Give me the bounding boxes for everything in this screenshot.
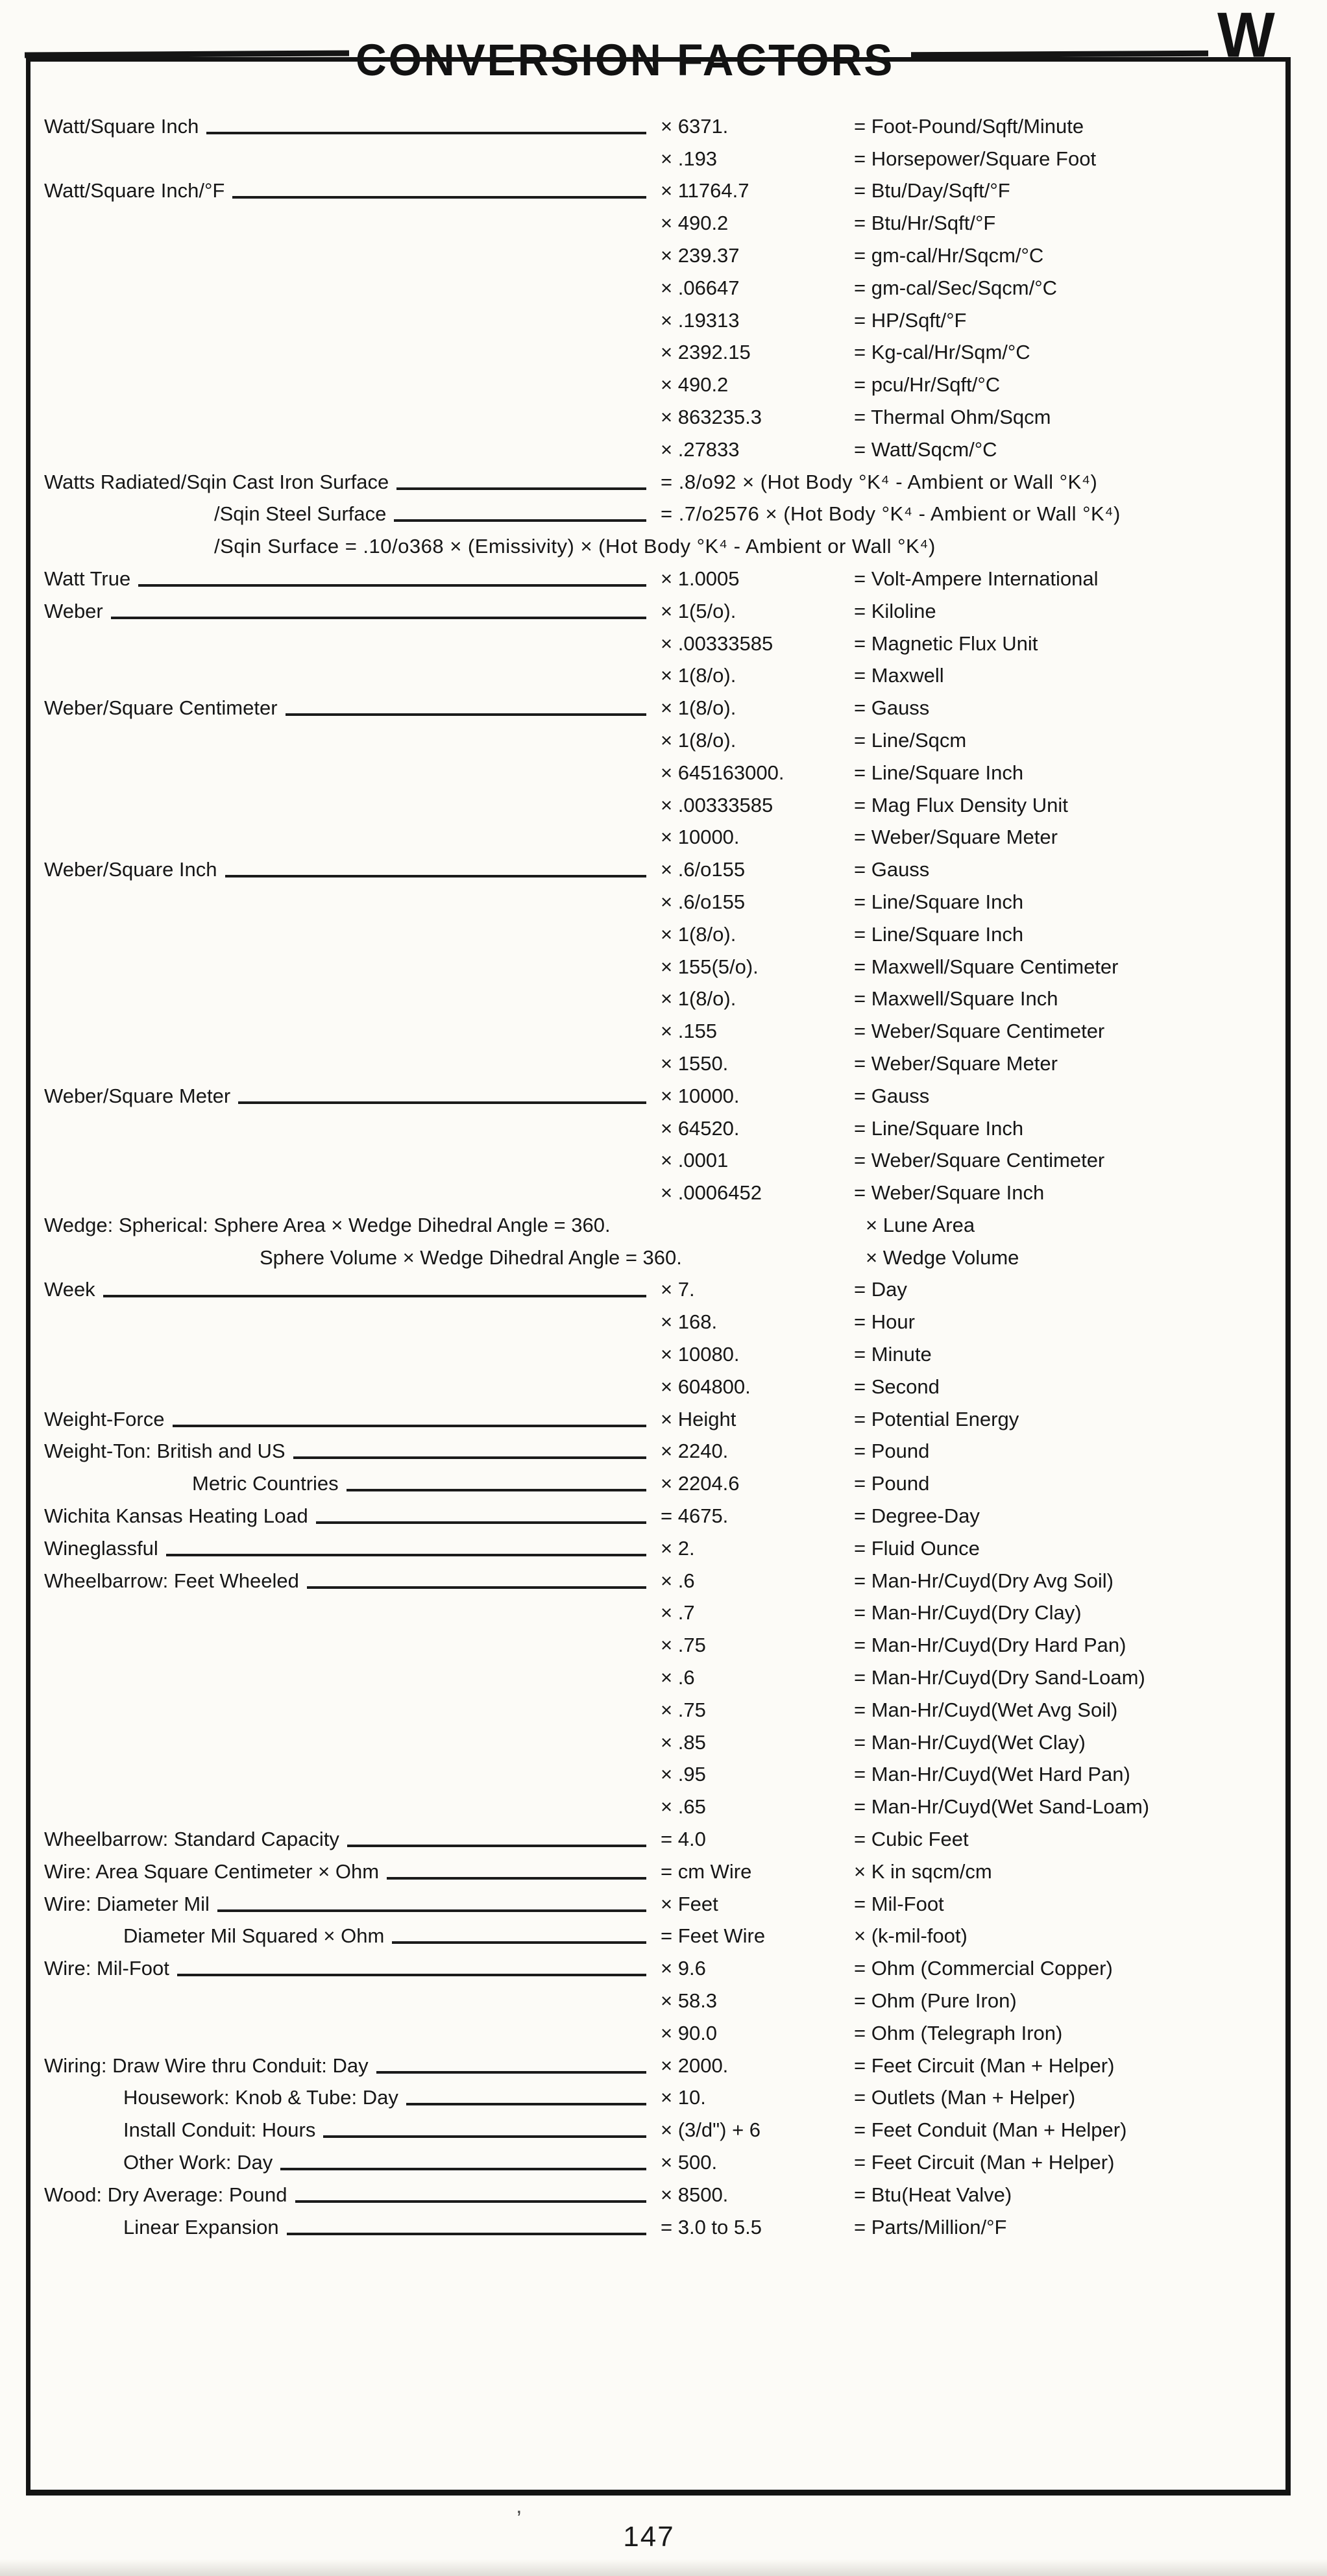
- conversion-table: [26, 57, 1291, 2496]
- row-result: = Maxwell: [854, 664, 944, 687]
- conversion-row: [30, 1044, 1285, 1077]
- row-factor: × .95: [661, 1763, 706, 1786]
- row-factor: × 90.0: [661, 2021, 718, 2044]
- conversion-row: [30, 1852, 1285, 1885]
- row-factor: × 1(5/o).: [661, 599, 737, 622]
- row-result: = Man-Hr/Cuyd(Dry Sand-Loam): [854, 1666, 1145, 1689]
- row-label: Diameter Mil Squared × Ohm: [123, 1924, 385, 1948]
- row-result: = Potential Energy: [854, 1407, 1019, 1430]
- row-result: = Maxwell/Square Centimeter: [854, 955, 1119, 978]
- row-result: = Feet Conduit (Man + Helper): [854, 2118, 1127, 2142]
- row-factor: × 239.37: [661, 243, 740, 267]
- row-label: Wheelbarrow: Standard Capacity: [44, 1828, 339, 1851]
- row-label: Watt True: [44, 567, 131, 590]
- row-factor: × 2000.: [661, 2054, 729, 2077]
- row-factor: × 6371.: [661, 114, 729, 138]
- conversion-row: [30, 1820, 1285, 1852]
- row-result: = Ohm (Pure Iron): [854, 1989, 1017, 2013]
- row-result: = gm-cal/Hr/Sqcm/°C: [854, 243, 1044, 267]
- row-factor: = Feet Wire: [661, 1924, 766, 1948]
- row-factor: × 10000.: [661, 826, 740, 849]
- conversion-row: [30, 1497, 1285, 1529]
- row-result: = gm-cal/Sec/Sqcm/°C: [854, 276, 1058, 299]
- row-factor: × 2392.15: [661, 341, 751, 364]
- row-label: Wire: Diameter Mil: [44, 1892, 210, 1915]
- row-result: = Line/Sqcm: [854, 728, 967, 752]
- conversion-row: [30, 236, 1285, 269]
- label-underline: [387, 1877, 646, 1880]
- row-label-area: [44, 1083, 649, 1109]
- row-label-area: [44, 1568, 649, 1594]
- row-label-area: [44, 178, 649, 204]
- row-factor: × 11764.7: [661, 179, 749, 202]
- row-label: Housework: Knob & Tube: Day: [123, 2086, 398, 2109]
- row-label-area: [44, 598, 649, 624]
- row-factor: × 1(8/o).: [661, 987, 737, 1011]
- row-label: Weber/Square Inch: [44, 858, 217, 881]
- conversion-row: [30, 1400, 1285, 1432]
- section-letter: W: [1217, 0, 1275, 71]
- row-label: Wire: Mil-Foot: [44, 1957, 169, 1980]
- conversion-row: [30, 2014, 1285, 2046]
- conversion-row: [30, 1787, 1285, 1820]
- row-result: = Man-Hr/Cuyd(Wet Avg Soil): [854, 1698, 1118, 1721]
- row-result: = Kg-cal/Hr/Sqm/°C: [854, 341, 1030, 364]
- row-label: Wood: Dry Average: Pound: [44, 2183, 287, 2206]
- row-label-area: [44, 1891, 649, 1917]
- row-result: = Feet Circuit (Man + Helper): [854, 2054, 1115, 2077]
- row-factor: × 1(8/o).: [661, 922, 737, 946]
- row-factor: × .75: [661, 1698, 706, 1721]
- row-result: = Cubic Feet: [854, 1828, 969, 1851]
- conversion-row: [30, 430, 1285, 463]
- row-result: = Parts/Million/°F: [854, 2215, 1007, 2239]
- row-factor: × 1(8/o).: [661, 664, 737, 687]
- conversion-row: [30, 721, 1285, 754]
- conversion-row: [30, 1562, 1285, 1594]
- row-factor: × (3/d") + 6: [661, 2118, 761, 2142]
- row-result: × Lune Area: [866, 1213, 975, 1236]
- conversion-row: [30, 850, 1285, 883]
- row-result: = Pound: [854, 1440, 930, 1463]
- row-label: Weber: [44, 599, 103, 622]
- label-underline: [376, 2071, 646, 2074]
- row-factor: × 10.: [661, 2086, 706, 2109]
- conversion-rows: [30, 62, 1285, 2240]
- row-factor: × .00333585: [661, 793, 773, 816]
- row-result: = Maxwell/Square Inch: [854, 987, 1058, 1011]
- page-number: 147: [623, 2521, 675, 2553]
- row-factor: × 1550.: [661, 1051, 729, 1075]
- row-label: Install Conduit: Hours: [123, 2118, 316, 2142]
- row-result: = Mil-Foot: [854, 1892, 944, 1915]
- conversion-row: [30, 334, 1285, 366]
- row-factor: × .6: [661, 1569, 695, 1592]
- conversion-row: [30, 1271, 1285, 1303]
- row-factor: × .155: [661, 1020, 718, 1043]
- row-factor: = cm Wire: [661, 1859, 752, 1883]
- row-result: = Pound: [854, 1472, 930, 1495]
- conversion-row: [30, 948, 1285, 980]
- conversion-row: [30, 495, 1285, 528]
- row-result: = Fluid Ounce: [854, 1536, 980, 1560]
- row-factor: × 64520.: [661, 1116, 740, 1140]
- conversion-row: [30, 1432, 1285, 1465]
- conversion-row: [30, 2176, 1285, 2208]
- row-factor: × 490.2: [661, 212, 729, 235]
- row-factor: × 863235.3: [661, 405, 762, 428]
- row-result: = Btu(Heat Valve): [854, 2183, 1012, 2206]
- row-result: = Btu/Hr/Sqft/°F: [854, 212, 996, 235]
- row-factor: × .27833: [661, 437, 740, 461]
- row-result: = Weber/Square Meter: [854, 826, 1058, 849]
- row-result: = Man-Hr/Cuyd(Dry Clay): [854, 1601, 1082, 1625]
- row-label-area: [44, 1438, 649, 1464]
- row-label-area: [44, 1212, 847, 1238]
- row-label-area: [44, 469, 649, 495]
- label-underline: [316, 1521, 646, 1524]
- row-label: Weber/Square Meter: [44, 1084, 231, 1107]
- row-label-area: [44, 2150, 649, 2176]
- conversion-row: [30, 172, 1285, 204]
- row-result: = Line/Square Inch: [854, 761, 1024, 784]
- conversion-row: [30, 1368, 1285, 1400]
- conversion-row: [30, 463, 1285, 495]
- conversion-row: [30, 301, 1285, 334]
- row-result: = Mag Flux Density Unit: [854, 793, 1068, 816]
- conversion-row: [30, 140, 1285, 172]
- row-label-area: [44, 1956, 649, 1981]
- row-result: = Line/Square Inch: [854, 922, 1024, 946]
- conversion-row: [30, 1917, 1285, 1950]
- row-factor: × 2240.: [661, 1440, 729, 1463]
- row-factor: × .6: [661, 1666, 695, 1689]
- conversion-row: [30, 1173, 1285, 1206]
- row-result: = Volt-Ampere International: [854, 567, 1099, 590]
- row-factor: × 500.: [661, 2151, 718, 2174]
- row-label-area: [44, 1826, 649, 1852]
- conversion-row: [30, 1949, 1285, 1981]
- conversion-row: [30, 2046, 1285, 2079]
- conversion-row: [30, 1691, 1285, 1723]
- conversion-row: [30, 107, 1285, 140]
- row-result: × K in sqcm/cm: [854, 1859, 992, 1883]
- row-result: = Kiloline: [854, 599, 936, 622]
- label-underline: [103, 1295, 646, 1297]
- row-result: = Feet Circuit (Man + Helper): [854, 2151, 1115, 2174]
- label-underline: [287, 2233, 646, 2235]
- conversion-row: [30, 1529, 1285, 1562]
- label-underline: [394, 519, 646, 522]
- conversion-row: [30, 624, 1285, 657]
- label-underline: [307, 1586, 646, 1589]
- row-result: = HP/Sqft/°F: [854, 308, 967, 332]
- row-result: = Watt/Sqcm/°C: [854, 437, 997, 461]
- conversion-row: [30, 754, 1285, 786]
- row-label-area: [44, 114, 649, 140]
- label-underline: [238, 1101, 646, 1104]
- label-underline: [293, 1456, 646, 1459]
- row-label-area: [44, 2117, 649, 2143]
- row-factor: × 155(5/o).: [661, 955, 759, 978]
- row-label: Watts Radiated/Sqin Cast Iron Surface: [44, 470, 389, 493]
- scan-mark: ’: [517, 2507, 522, 2531]
- row-factor: × 10080.: [661, 1343, 740, 1366]
- row-label-area: [44, 2085, 649, 2111]
- row-result: = Line/Square Inch: [854, 890, 1024, 913]
- row-label: Linear Expansion: [123, 2215, 279, 2239]
- conversion-row: [30, 592, 1285, 624]
- row-label: Sphere Volume × Wedge Dihedral Angle = 360.: [260, 1245, 682, 1269]
- conversion-row: [30, 2079, 1285, 2111]
- row-label-area: [44, 695, 649, 721]
- row-result: = Second: [854, 1375, 940, 1398]
- conversion-row: [30, 1464, 1285, 1497]
- row-factor: × 2.: [661, 1536, 695, 1560]
- conversion-row: [30, 915, 1285, 948]
- row-factor: × 645163000.: [661, 761, 785, 784]
- conversion-row: [30, 1981, 1285, 2014]
- row-label-area: [44, 2182, 649, 2208]
- row-factor: × Feet: [661, 1892, 718, 1915]
- label-underline: [206, 132, 646, 134]
- row-factor: × 8500.: [661, 2183, 729, 2206]
- conversion-row: [30, 818, 1285, 851]
- row-label-area: [44, 1471, 649, 1497]
- row-factor: × 7.: [661, 1278, 695, 1301]
- conversion-row: [30, 980, 1285, 1012]
- conversion-row: [30, 1756, 1285, 1788]
- row-label: Watt/Square Inch: [44, 114, 199, 138]
- label-underline: [217, 1909, 646, 1912]
- conversion-row: [30, 1885, 1285, 1917]
- row-label-area: [44, 1503, 649, 1529]
- row-label: Week: [44, 1278, 95, 1301]
- row-factor: × 58.3: [661, 1989, 718, 2013]
- row-result: = Ohm (Telegraph Iron): [854, 2021, 1063, 2044]
- conversion-row: [30, 2111, 1285, 2143]
- row-label: Wineglassful: [44, 1536, 158, 1560]
- conversion-row: [30, 269, 1285, 301]
- row-result: = Gauss: [854, 858, 930, 881]
- conversion-row: [30, 1238, 1285, 1271]
- conversion-row: [30, 1206, 1285, 1238]
- row-result: = Man-Hr/Cuyd(Wet Hard Pan): [854, 1763, 1130, 1786]
- row-result: = Hour: [854, 1310, 915, 1334]
- row-label-area: [44, 1277, 649, 1303]
- conversion-row: [30, 398, 1285, 430]
- row-label: Wire: Area Square Centimeter × Ohm: [44, 1859, 380, 1883]
- conversion-row: [30, 1626, 1285, 1658]
- row-result: = Weber/Square Inch: [854, 1181, 1045, 1205]
- row-factor: × 9.6: [661, 1957, 706, 1980]
- row-result: = Foot-Pound/Sqft/Minute: [854, 114, 1084, 138]
- row-formula: = .7/o2576 × (Hot Body °K⁴ - Ambient or Wall °K⁴): [661, 502, 1121, 526]
- row-label: Wichita Kansas Heating Load: [44, 1504, 308, 1528]
- row-label: Wedge: Spherical: Sphere Area × Wedge Dihedral Angle = 360.: [44, 1213, 611, 1236]
- conversion-row: [30, 689, 1285, 721]
- conversion-row: [30, 2143, 1285, 2176]
- row-factor: × .193: [661, 147, 718, 170]
- row-label: Wiring: Draw Wire thru Conduit: Day: [44, 2054, 369, 2077]
- conversion-row: [30, 1012, 1285, 1044]
- conversion-row: [30, 527, 1285, 559]
- label-underline: [396, 487, 646, 490]
- row-factor: × .0006452: [661, 1181, 762, 1205]
- row-result: = Gauss: [854, 696, 930, 720]
- row-factor: = 3.0 to 5.5: [661, 2215, 762, 2239]
- label-underline: [280, 2168, 646, 2170]
- row-factor: × 10000.: [661, 1084, 740, 1107]
- conversion-row: [30, 2208, 1285, 2240]
- row-result: = Horsepower/Square Foot: [854, 147, 1097, 170]
- label-underline: [111, 617, 646, 619]
- row-label-area: [44, 1859, 649, 1885]
- row-result: = Degree-Day: [854, 1504, 980, 1528]
- row-result: = pcu/Hr/Sqft/°C: [854, 373, 1001, 397]
- row-factor: × Height: [661, 1407, 737, 1430]
- row-factor: × 604800.: [661, 1375, 751, 1398]
- row-factor: × .00333585: [661, 632, 773, 655]
- row-factor: × 490.2: [661, 373, 729, 397]
- conversion-row: [30, 786, 1285, 818]
- row-factor: × .85: [661, 1730, 706, 1754]
- row-label: Weight-Ton: British and US: [44, 1440, 286, 1463]
- row-label-area: [44, 857, 649, 883]
- label-underline: [166, 1554, 646, 1556]
- label-underline: [286, 713, 646, 716]
- conversion-row: [30, 1303, 1285, 1335]
- label-underline: [392, 1941, 646, 1944]
- conversion-row: [30, 1109, 1285, 1142]
- row-label-area: [44, 1245, 847, 1271]
- row-result: = Man-Hr/Cuyd(Wet Clay): [854, 1730, 1086, 1754]
- row-factor: × .7: [661, 1601, 695, 1625]
- row-result: = Line/Square Inch: [854, 1116, 1024, 1140]
- row-factor: × .6/o155: [661, 858, 746, 881]
- label-underline: [347, 1845, 646, 1847]
- label-underline: [323, 2135, 646, 2138]
- row-result: = Thermal Ohm/Sqcm: [854, 405, 1051, 428]
- row-factor: = 4.0: [661, 1828, 706, 1851]
- label-underline: [347, 1489, 646, 1491]
- row-result: = Man-Hr/Cuyd(Dry Avg Soil): [854, 1569, 1114, 1592]
- row-factor: × .06647: [661, 276, 740, 299]
- row-label: Weber/Square Centimeter: [44, 696, 278, 720]
- row-factor: × 1.0005: [661, 567, 740, 590]
- row-label: Metric Countries: [192, 1472, 339, 1495]
- conversion-row: [30, 1723, 1285, 1756]
- row-formula: = .8/o92 × (Hot Body °K⁴ - Ambient or Wall °K⁴): [661, 470, 1098, 493]
- row-factor: × 1(8/o).: [661, 728, 737, 752]
- row-label-area: [44, 1923, 649, 1949]
- row-factor: × .0001: [661, 1149, 729, 1172]
- row-factor: = 4675.: [661, 1504, 729, 1528]
- row-label-area: [44, 1536, 649, 1562]
- row-result: = Weber/Square Centimeter: [854, 1020, 1105, 1043]
- conversion-row: [30, 1594, 1285, 1626]
- label-underline: [232, 196, 646, 199]
- row-label: Wheelbarrow: Feet Wheeled: [44, 1569, 299, 1592]
- row-full-text: /Sqin Surface = .10/o368 × (Emissivity) × (Hot Body °K⁴ - Ambient or Wall °K⁴): [214, 535, 936, 558]
- row-label-area: [44, 501, 649, 527]
- row-result: = Btu/Day/Sqft/°F: [854, 179, 1010, 202]
- conversion-row: [30, 1142, 1285, 1174]
- row-result: × Wedge Volume: [866, 1245, 1019, 1269]
- label-underline: [406, 2103, 646, 2105]
- row-factor: × .19313: [661, 308, 740, 332]
- row-result: × (k-mil-foot): [854, 1924, 968, 1948]
- row-result: = Outlets (Man + Helper): [854, 2086, 1076, 2109]
- row-factor: × .6/o155: [661, 890, 746, 913]
- row-result: = Man-Hr/Cuyd(Dry Hard Pan): [854, 1634, 1126, 1657]
- label-underline: [138, 584, 646, 587]
- row-result: = Magnetic Flux Unit: [854, 632, 1038, 655]
- conversion-row: [30, 1335, 1285, 1368]
- conversion-row: [30, 559, 1285, 592]
- row-result: = Day: [854, 1278, 907, 1301]
- page-edge-shadow: [0, 2559, 1327, 2576]
- row-factor: × .75: [661, 1634, 706, 1657]
- conversion-row: [30, 657, 1285, 689]
- row-result: = Man-Hr/Cuyd(Wet Sand-Loam): [854, 1795, 1150, 1819]
- conversion-row: [30, 204, 1285, 236]
- row-factor: × .65: [661, 1795, 706, 1819]
- label-underline: [177, 1974, 646, 1976]
- row-label: Other Work: Day: [123, 2151, 273, 2174]
- row-label-area: [44, 2214, 649, 2240]
- label-underline: [295, 2200, 646, 2203]
- row-label: /Sqin Steel Surface: [214, 502, 387, 526]
- conversion-row: [30, 1077, 1285, 1109]
- row-result: = Weber/Square Meter: [854, 1051, 1058, 1075]
- row-factor: × 1(8/o).: [661, 696, 737, 720]
- row-factor: × 2204.6: [661, 1472, 740, 1495]
- row-result: = Ohm (Commercial Copper): [854, 1957, 1113, 1980]
- row-label: Weight-Force: [44, 1407, 165, 1430]
- label-underline: [225, 875, 646, 877]
- row-label-area: [44, 2053, 649, 2079]
- row-label-area: [44, 1406, 649, 1432]
- row-label-area: [44, 566, 649, 592]
- conversion-row: [30, 365, 1285, 398]
- conversion-row: [30, 883, 1285, 915]
- conversion-row: [30, 1658, 1285, 1691]
- row-result: = Weber/Square Centimeter: [854, 1149, 1105, 1172]
- label-underline: [173, 1425, 647, 1427]
- page-title: CONVERSION FACTORS: [356, 34, 895, 85]
- row-label: Watt/Square Inch/°F: [44, 179, 225, 202]
- row-result: = Gauss: [854, 1084, 930, 1107]
- row-factor: × 168.: [661, 1310, 718, 1334]
- row-result: = Minute: [854, 1343, 932, 1366]
